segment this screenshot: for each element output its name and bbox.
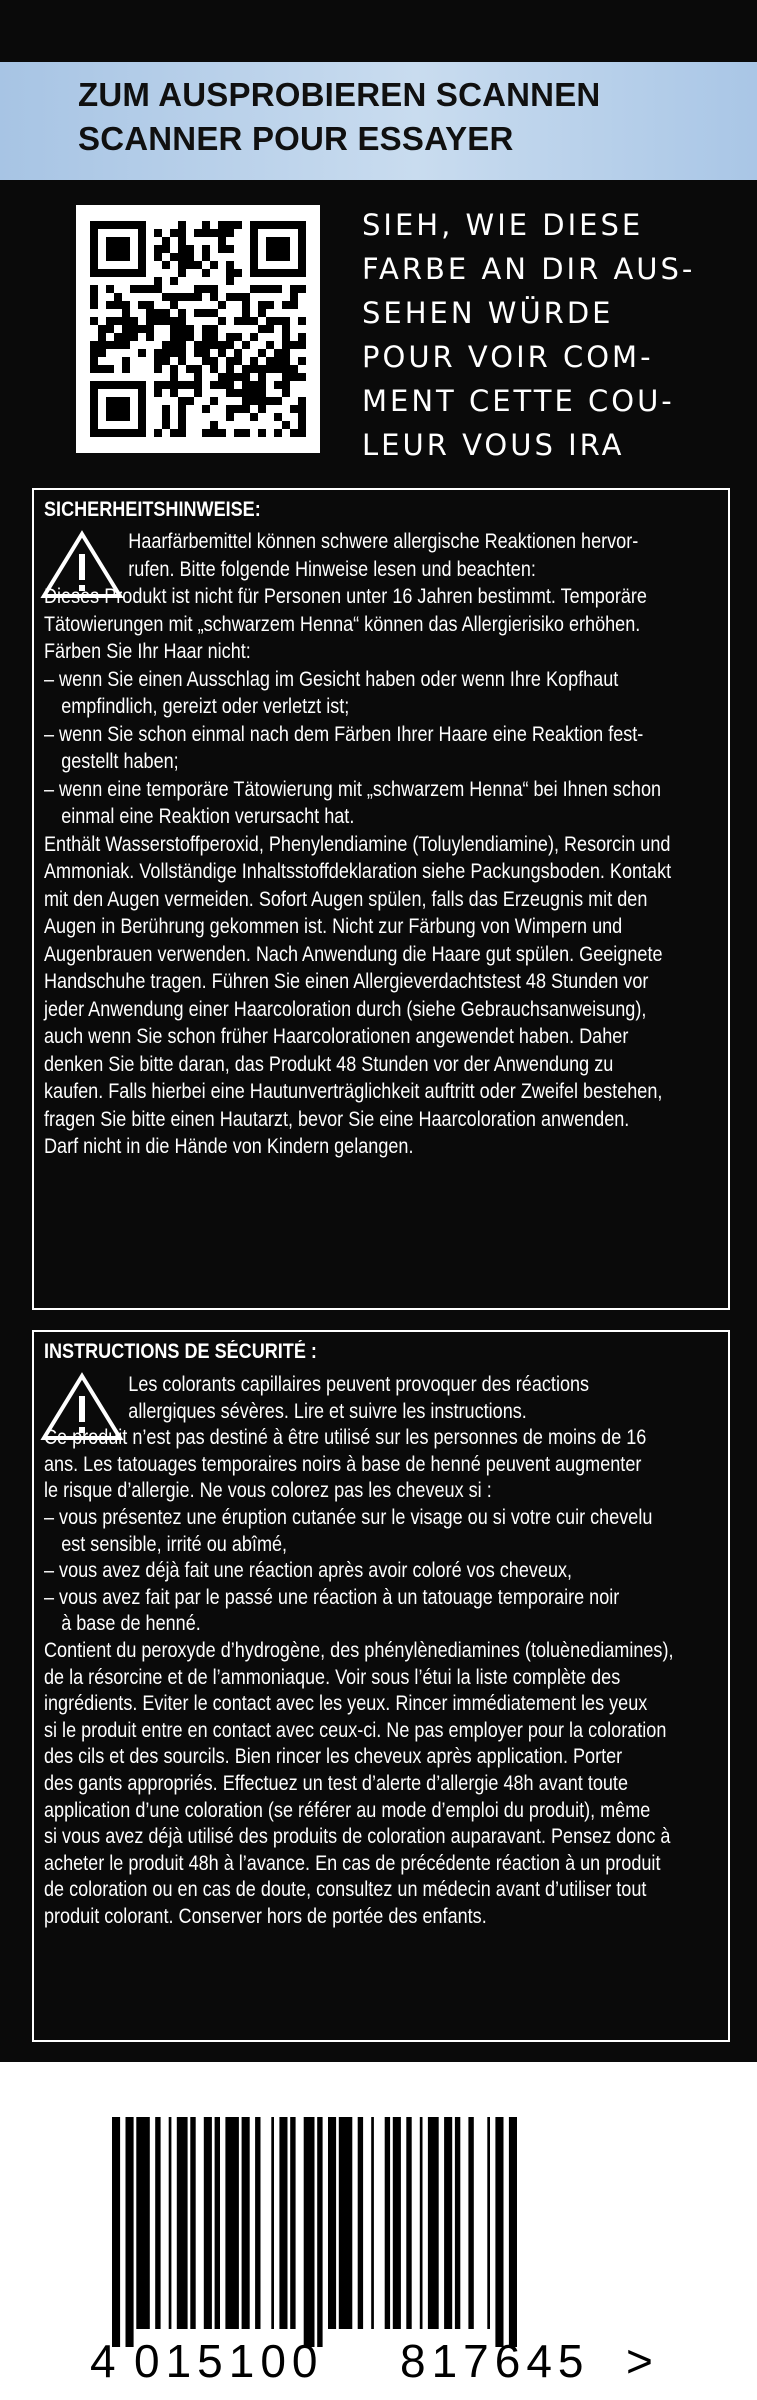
safety-line: des cils et des sourcils. Bien rincer les cheveux après application. Porter (44, 1745, 623, 1769)
safety-line: produit colorant. Conserver hors de portée des enfants. (44, 1904, 487, 1928)
safety-line: einmal eine Reaktion verursacht hat. (61, 805, 355, 828)
safety-intro-line: rufen. Bitte folgende Hinweise lesen und beachten: (128, 557, 536, 581)
safety-line: si vous avez déjà utilisé des produits de coloration auparavant. Pensez donc à (44, 1825, 671, 1849)
safety-line: – vous avez fait par le passé une réaction à un tatouage temporaire noir (44, 1585, 620, 1609)
safety-line: Augen in Berührung gekommen ist. Nicht zur Färbung von Wimpern und (44, 915, 623, 938)
safety-line: – vous avez déjà fait une réaction après avoir coloré vos cheveux, (44, 1559, 573, 1583)
safety-line: si le produit entre en contact avec ceux-ci. Ne pas employer pour la coloration (44, 1718, 667, 1742)
safety-line: gestellt haben; (61, 750, 179, 773)
barcode-lead-digit: 4 (90, 2335, 116, 2387)
tagline-line: LEUR VOUS IRA (362, 428, 625, 462)
qr-code[interactable] (76, 205, 320, 453)
safety-line: kaufen. Falls hierbei eine Hautunverträglichkeit auftritt oder Zweifel bestehen, (44, 1080, 663, 1103)
safety-line: le risque d’allergie. Ne vous colorez pas les cheveux si : (44, 1479, 492, 1503)
barcode-right-digits: 817645 (400, 2335, 590, 2387)
safety-line: – wenn eine temporäre Tätowierung mit „schwarzem Henna“ bei Ihnen schon (44, 777, 662, 801)
safety-line: Färben Sie Ihr Haar nicht: (44, 640, 251, 663)
barcode-icon (100, 2117, 660, 2347)
safety-line: Augenbrauen verwenden. Nach Anwendung die Haare gut spülen. Geeignete (44, 942, 663, 966)
safety-line: Contient du peroxyde d’hydrogène, des phénylènediamines (toluènediamines), (44, 1638, 674, 1662)
safety-line: auch wenn Sie schon früher Haarcolorationen angewendet haben. Daher (44, 1025, 629, 1048)
safety-line: jeder Anwendung einer Haarcoloration durch (siehe Gebrauchsanweisung), (44, 997, 647, 1021)
tagline-line: POUR VOIR COM- (362, 340, 654, 374)
safety-line: de la résorcine et de l’ammoniaque. Voir sous l’étui la liste complète des (44, 1665, 621, 1689)
barcode-end-mark: > (626, 2335, 653, 2387)
safety-title-de: SICHERHEITSHINWEISE: (44, 498, 261, 521)
safety-line: acheter le produit 48h à l’avance. En cas de précédente réaction à un produit (44, 1851, 661, 1875)
safety-line: à base de henné. (61, 1612, 201, 1636)
safety-line: fragen Sie bitte einen Hautarzt, bevor Sie eine Haarcoloration anwenden. (44, 1107, 630, 1131)
safety-instructions-fr (32, 1330, 730, 2042)
safety-line: application d’une coloration (se référer au mode d’emploi du produit), même (44, 1798, 651, 1822)
safety-line: empfindlich, gereizt oder verletzt ist; (61, 695, 350, 718)
barcode-left-digits: 015100 (134, 2335, 324, 2387)
safety-line: Dieses Produkt ist nicht für Personen unter 16 Jahren bestimmt. Temporäre (44, 585, 647, 608)
safety-intro-line: Les colorants capillaires peuvent provoquer des réactions (128, 1373, 590, 1396)
safety-line: Enthält Wasserstoffperoxid, Phenylendiamine (Toluylendiamine), Resorcin und (44, 832, 671, 856)
safety-intro-line: allergiques sévères. Lire et suivre les instructions. (128, 1399, 527, 1423)
scan-title-fr: SCANNER POUR ESSAYER (78, 120, 514, 157)
safety-line: – wenn Sie einen Ausschlag im Gesicht haben oder wenn Ihre Kopfhaut (44, 667, 619, 691)
safety-line: est sensible, irrité ou abîmé, (61, 1532, 288, 1556)
safety-line: – wenn Sie schon einmal nach dem Färben Ihrer Haare eine Reaktion fest- (44, 722, 644, 746)
safety-line: ans. Les tatouages temporaires noirs à base de henné peuvent augmenter (44, 1452, 642, 1476)
safety-line: de coloration ou en cas de doute, consultez un médecin avant d’utiliser tout (44, 1878, 647, 1902)
tagline-line: SIEH, WIE DIESE (362, 208, 644, 242)
safety-line: mit den Augen vermeiden. Sofort Augen spülen, falls das Erzeugnis mit den (44, 887, 648, 911)
safety-text-fr (44, 1372, 704, 1930)
top-band (0, 0, 757, 62)
safety-title-fr: INSTRUCTIONS DE SÉCURITÉ : (44, 1340, 317, 1363)
safety-line: des gants appropriés. Effectuez un test d’alerte d’allergie 48h avant toute (44, 1771, 628, 1795)
qr-code-icon (90, 221, 306, 437)
safety-intro-line: Haarfärbemittel können schwere allergische Reaktionen hervor- (128, 530, 639, 553)
tagline-line: FARBE AN DIR AUS- (362, 252, 696, 286)
safety-line: Ammoniak. Vollständige Inhaltsstoffdeklaration siehe Packungsboden. Kontakt (44, 860, 672, 883)
safety-line: Tätowierungen mit „schwarzem Henna“ können das Allergierisiko erhöhen. (44, 612, 641, 636)
try-on-tagline (362, 203, 732, 467)
scan-title-de: ZUM AUSPROBIEREN SCANNEN (78, 76, 601, 113)
tagline-line: MENT CETTE COU- (362, 384, 675, 418)
safety-line: Ce produit n’est pas destiné à être utilisé sur les personnes de moins de 16 (44, 1426, 647, 1450)
safety-line: Handschuhe tragen. Führen Sie einen Allergieverdachtstest 48 Stunden vor (44, 970, 649, 993)
safety-text-de (44, 528, 704, 1161)
safety-instructions-de (32, 488, 730, 1310)
tagline-line: SEHEN WÜRDE (362, 296, 614, 330)
safety-line: Darf nicht in die Hände von Kindern gelangen. (44, 1135, 414, 1158)
safety-line: denken Sie bitte daran, das Produkt 48 Stunden vor der Anwendung zu (44, 1052, 614, 1076)
safety-line: – vous présentez une éruption cutanée sur le visage ou si votre cuir chevelu (44, 1505, 653, 1529)
safety-line: ingrédients. Eviter le contact avec les yeux. Rincer immédiatement les yeux (44, 1692, 648, 1716)
